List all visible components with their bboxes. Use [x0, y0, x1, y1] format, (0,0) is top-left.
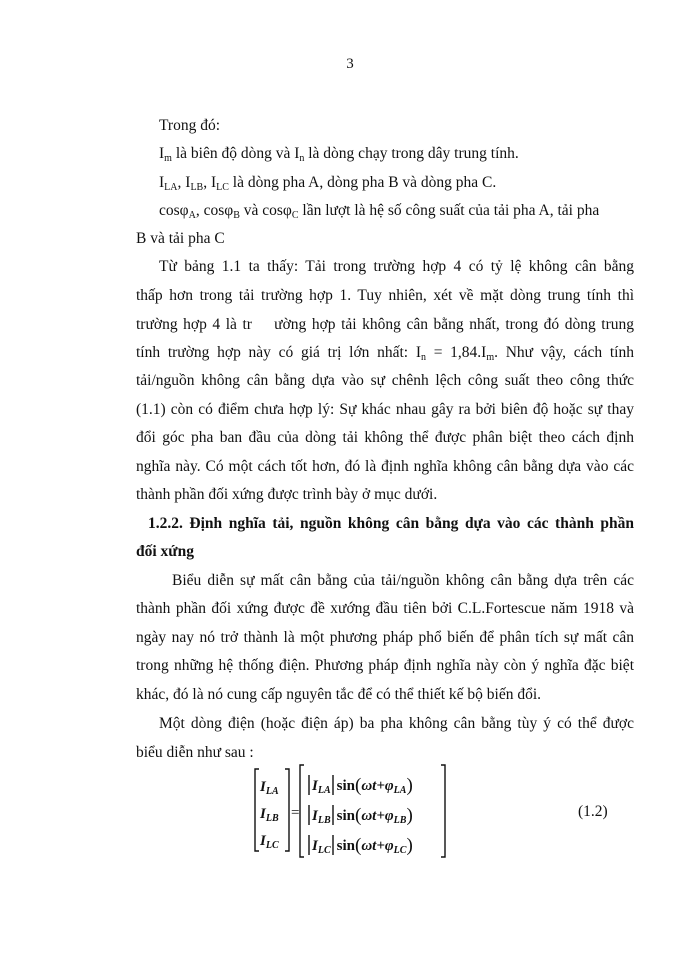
paragraph-line: đổi góc pha ban đầu của dòng tải không thể được phân biệt theo cách định: [136, 429, 634, 446]
paragraph-line: tính trường hợp này có giá trị lớn nhất: $I_n = 1,84.I_m$. Như vậy, cách tính: [136, 344, 634, 363]
paragraph-line: thành phần đối xứng được trình bày ở mục dưới.: [136, 486, 438, 503]
paragraph-line: biểu diễn như sau :: [136, 744, 254, 761]
section-heading: 1.2.2. Định nghĩa tải, nguồn không cân bằng dựa vào các thành phần: [148, 515, 634, 532]
left-bracket: [300, 765, 304, 857]
equation-1-2: [243, 763, 463, 861]
definition-phase-currents: $I_{LA}$, $I_{LB}$, $I_{LC}$ là dòng pha A, dòng pha B và dòng pha C.: [159, 174, 497, 193]
left-bracket: [255, 769, 259, 851]
paragraph-line: (1.1) còn có điểm chưa hợp lý: Sự khác nhau gây ra bởi biên độ hoặc sự thay: [136, 401, 634, 418]
definition-power-factors-cont: B và tải pha C: [136, 230, 225, 247]
paragraph-line: nghĩa này. Có một cách tốt hơn, đó là định nghĩa không cân bằng dựa vào các: [136, 458, 634, 475]
right-bracket: [441, 765, 445, 857]
paragraph-line: trường hợp 4 là tr ường hợp tải không cân bằng nhất, trong đó dòng trung: [136, 316, 634, 333]
paragraph-line: thấp hơn trong tải trường hợp 1. Tuy nhiên, xét về mặt dòng trung tính thì: [136, 287, 634, 304]
right-bracket: [285, 769, 289, 851]
paragraph-line: Biểu diễn sự mất cân bằng của tải/nguồn không cân bằng dựa trên các: [172, 572, 634, 589]
rhs-row-lb: $I_{LB}$ $\sin(\omega t+\varphi_{LB})$: [312, 805, 413, 826]
definition-current-amplitude: $I_m$ là biên độ dòng và $I_n$ là dòng chạy trong dây trung tính.: [159, 145, 519, 164]
section-heading-cont: đối xứng: [136, 543, 194, 560]
rhs-row-la: $I_{LA}$ $\sin(\omega t+\varphi_{LA})$: [312, 775, 413, 796]
lhs-entry-lb: $I_{LB}$: [260, 806, 279, 824]
lhs-entry-lc: $I_{LC}$: [260, 833, 279, 851]
svg-text:=: =: [291, 805, 300, 821]
intro-line: Trong đó:: [159, 117, 221, 134]
page-number: 3: [346, 56, 354, 72]
paragraph-line: Từ bảng 1.1 ta thấy: Tải trong trường hợp 4 có tỷ lệ không cân bằng: [159, 258, 634, 275]
paragraph-line: Một dòng điện (hoặc điện áp) ba pha không cân bằng tùy ý có thể được: [159, 715, 634, 732]
paragraph-line: trong những hệ thống điện. Phương pháp định nghĩa này còn ý nghĩa đặc biệt: [136, 657, 634, 674]
paragraph-line: tải/nguồn không cân bằng dựa vào sự chênh lệch công suất theo công thức: [136, 372, 634, 389]
rhs-row-lc: $I_{LC}$ $\sin(\omega t+\varphi_{LC})$: [312, 835, 413, 856]
paragraph-line: ngày nay nó trở thành là một phương pháp phổ biến để phân tích sự mất cân: [136, 629, 634, 646]
paragraph-line: thành phần đối xứng được đề xướng đầu tiên bởi C.L.Fortescue năm 1918 và: [136, 600, 634, 617]
equation-number: (1.2): [578, 803, 608, 820]
lhs-entry-la: $I_{LA}$: [260, 779, 279, 797]
paragraph-line: khác, đó là nó cung cấp nguyên tắc để có thể thiết kế bộ biến đổi.: [136, 686, 542, 703]
definition-power-factors: cosφ$_A$, cosφ$_B$ và cosφ$_C$ lần lượt là hệ số công suất của tải pha A, tải pha: [159, 202, 600, 221]
